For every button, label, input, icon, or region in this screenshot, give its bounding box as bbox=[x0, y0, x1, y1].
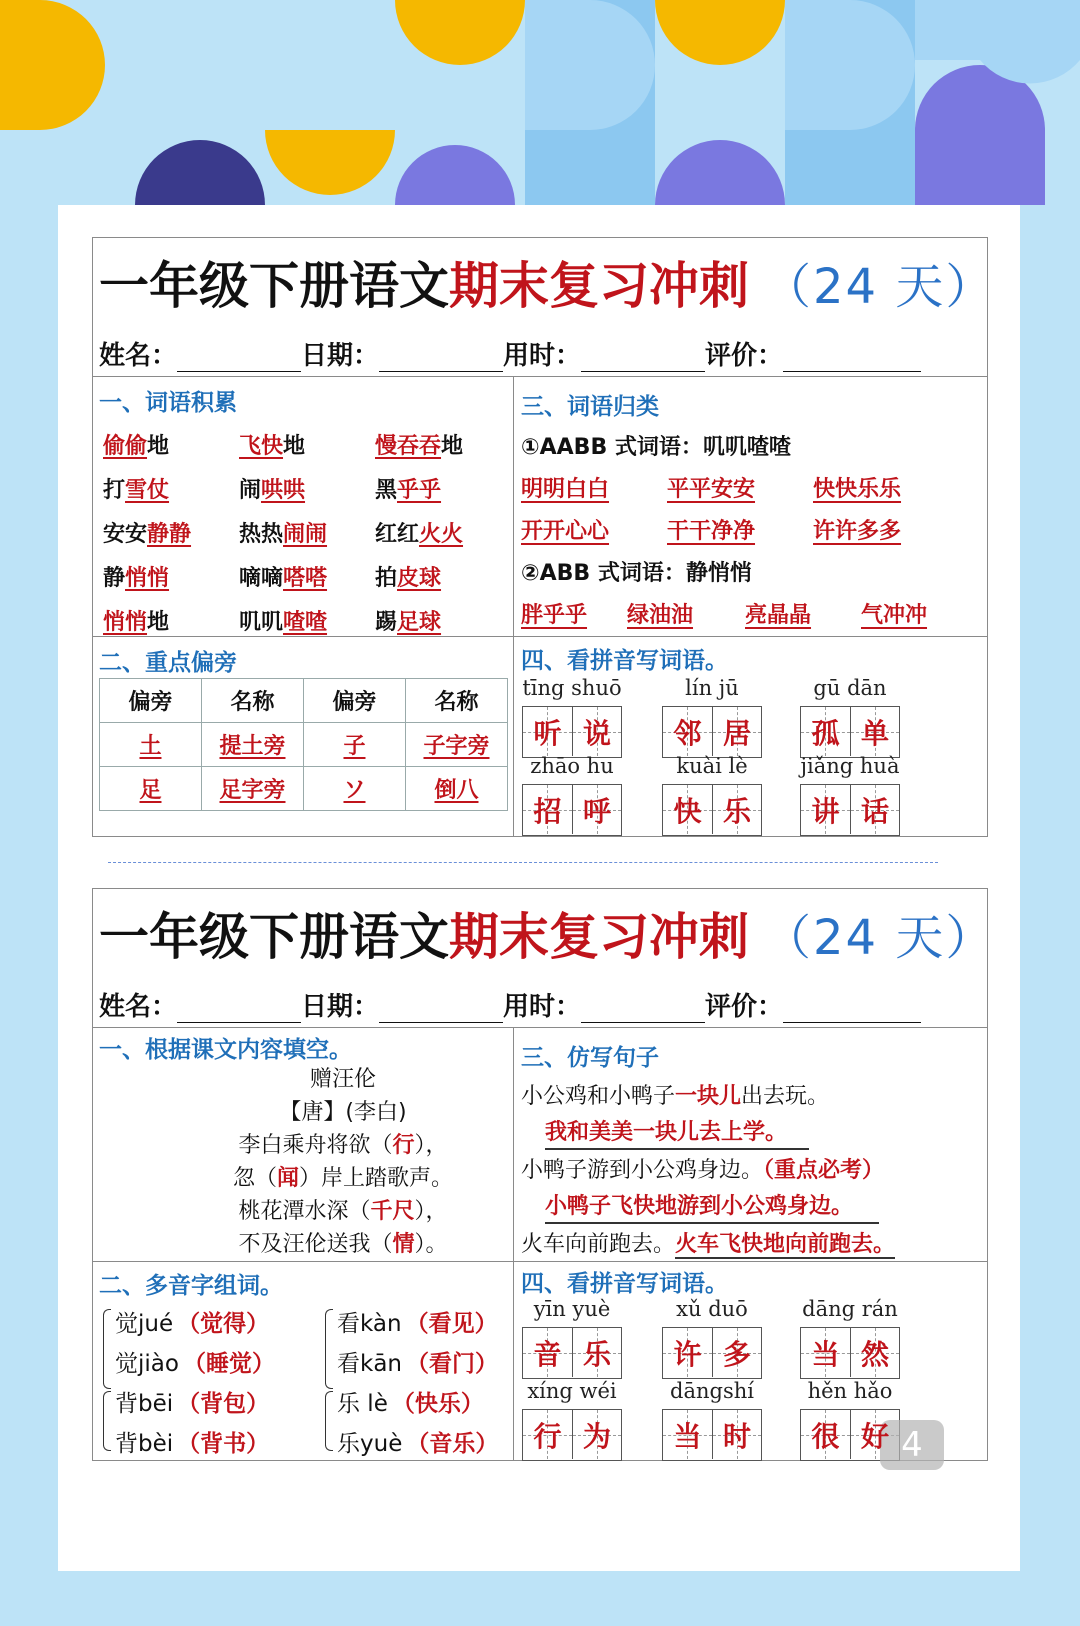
tianzige-boxes[interactable] bbox=[522, 706, 622, 758]
title-days: （24 天） bbox=[763, 909, 996, 966]
worksheet-card-1 bbox=[92, 237, 996, 837]
time-field[interactable] bbox=[581, 995, 705, 1023]
tianzige-boxes[interactable] bbox=[800, 1327, 900, 1379]
character-box bbox=[850, 785, 899, 834]
poem-text: ）， bbox=[414, 1133, 448, 1158]
pinyin-text: tīng shuō bbox=[522, 676, 622, 700]
answer-character: 行 bbox=[533, 1419, 562, 1453]
polyphonic-answer: （背书） bbox=[177, 1430, 270, 1457]
character-box bbox=[663, 785, 712, 834]
word-item bbox=[239, 605, 375, 636]
answer-character: 孤 bbox=[811, 716, 840, 750]
title-red: 期末复习冲刺 bbox=[449, 256, 749, 315]
poem-line bbox=[173, 1063, 513, 1096]
poem-text: ）， bbox=[414, 1199, 448, 1224]
word-part: 嗒嗒 bbox=[283, 565, 328, 591]
pinyin-text: gū dān bbox=[813, 676, 887, 700]
answer-character: 当 bbox=[811, 1337, 840, 1371]
radicals-table bbox=[99, 678, 508, 811]
divider bbox=[93, 1261, 987, 1262]
name-label: 姓名： bbox=[99, 992, 178, 1022]
pinyin-text: kuài lè bbox=[676, 754, 748, 778]
brace bbox=[325, 1391, 333, 1451]
answer-character: 听 bbox=[533, 716, 562, 750]
tianzige-boxes[interactable] bbox=[662, 1409, 762, 1461]
polyphonic-item bbox=[337, 1421, 498, 1461]
time-field[interactable] bbox=[581, 344, 705, 372]
pinyin-word-item bbox=[657, 752, 767, 836]
word-part: 地 bbox=[147, 433, 170, 459]
poem-line bbox=[173, 1162, 513, 1195]
answer-3: 火车飞快地向前跑去。 bbox=[675, 1232, 896, 1257]
poem-text: 【唐】(李白) bbox=[279, 1100, 407, 1125]
time-label: 用时： bbox=[503, 992, 582, 1022]
word-part: 飞快 bbox=[239, 433, 284, 459]
pinyin-word-item bbox=[795, 1295, 905, 1379]
brace bbox=[325, 1309, 333, 1389]
pinyin-text: zhāo hu bbox=[530, 754, 614, 778]
word-item bbox=[103, 473, 239, 504]
aabb-answers-row bbox=[521, 472, 933, 503]
section-title-pinyin-words: 四、看拼音写词语。 bbox=[521, 1271, 728, 1297]
pinyin-word-item bbox=[657, 674, 767, 758]
word-part: 悄悄 bbox=[125, 565, 170, 591]
polyphonic-char: 背bèi bbox=[115, 1430, 174, 1457]
abb-label: ②ABB 式词语：静悄悄 bbox=[521, 561, 752, 586]
abb-answer: 亮晶晶 bbox=[745, 603, 812, 628]
character-box bbox=[712, 1328, 761, 1377]
character-box bbox=[850, 1328, 899, 1377]
polyphonic-item bbox=[337, 1381, 484, 1421]
pinyin-text: xíng wéi bbox=[527, 1379, 617, 1403]
polyphonic-answer: （看门） bbox=[406, 1350, 498, 1377]
answer-character: 音 bbox=[533, 1337, 562, 1371]
abb-answer: 绿油油 bbox=[627, 603, 694, 628]
radical-name-answer: 倒八 bbox=[434, 778, 479, 803]
polyphonic-item bbox=[337, 1301, 498, 1341]
header-cell: 偏旁 bbox=[100, 679, 202, 723]
word-row bbox=[103, 466, 513, 510]
word-row bbox=[103, 554, 513, 598]
pinyin-text: yīn yuè bbox=[533, 1297, 611, 1321]
sentence-text: 小公鸡和小鸭子 bbox=[521, 1084, 676, 1109]
word-item bbox=[239, 429, 375, 460]
word-part: 闹闹 bbox=[283, 521, 328, 547]
word-item bbox=[375, 473, 511, 504]
time-label: 用时： bbox=[503, 341, 582, 371]
character-box bbox=[572, 707, 621, 756]
answer-character: 很 bbox=[811, 1419, 840, 1453]
pinyin-word-item bbox=[795, 752, 905, 836]
tianzige-boxes[interactable] bbox=[522, 784, 622, 836]
title-black: 一年级下册语文 bbox=[99, 256, 449, 315]
word-part: 偷偷 bbox=[103, 433, 148, 459]
header-cell: 名称 bbox=[406, 679, 508, 723]
answer-character: 乐 bbox=[582, 1337, 611, 1371]
tianzige-boxes[interactable] bbox=[522, 1409, 622, 1461]
word-part: 叽叽 bbox=[239, 609, 284, 635]
character-box bbox=[801, 707, 850, 756]
polyphonic-answer: （音乐） bbox=[406, 1430, 499, 1457]
character-box bbox=[572, 1410, 621, 1459]
poem-text: 李白乘舟将欲（ bbox=[238, 1133, 393, 1158]
polyphonic-item bbox=[115, 1301, 269, 1341]
date-field[interactable] bbox=[379, 344, 503, 372]
aabb-answer: 快快乐乐 bbox=[813, 477, 902, 502]
polyphonic-char: 看kàn bbox=[337, 1310, 402, 1337]
abb-answers-row bbox=[521, 598, 951, 629]
aabb-answer: 开开心心 bbox=[521, 519, 610, 544]
character-box bbox=[572, 785, 621, 834]
section-title-fill-in: 一、根据课文内容填空。 bbox=[99, 1037, 352, 1063]
pinyin-text: lín jū bbox=[685, 676, 739, 700]
abb-answer: 气冲冲 bbox=[861, 603, 928, 628]
answer-character: 居 bbox=[722, 716, 751, 750]
word-part: 嘀嘀 bbox=[239, 565, 284, 591]
section-title-pinyin-words: 四、看拼音写词语。 bbox=[521, 648, 728, 674]
column-divider bbox=[513, 1027, 514, 1460]
sentence-text: 火车向前跑去。 bbox=[521, 1232, 676, 1257]
polyphonic-answer: （快乐） bbox=[391, 1390, 484, 1417]
answer-character: 话 bbox=[860, 794, 889, 828]
brace bbox=[103, 1309, 111, 1389]
polyphonic-char: 看kān bbox=[337, 1350, 402, 1377]
answer-character: 多 bbox=[722, 1337, 751, 1371]
worksheet-title bbox=[93, 248, 996, 316]
tianzige-boxes[interactable] bbox=[800, 1409, 900, 1461]
word-part: 足球 bbox=[397, 609, 442, 635]
character-box bbox=[663, 1328, 712, 1377]
aabb-label: ①AABB 式词语：叽叽喳喳 bbox=[521, 435, 791, 460]
sentence-key: 一块儿 bbox=[675, 1084, 742, 1109]
pinyin-text: xǔ duō bbox=[676, 1297, 748, 1321]
pinyin-text: hěn hǎo bbox=[807, 1379, 893, 1403]
aabb-answer: 明明白白 bbox=[521, 477, 610, 502]
brace bbox=[103, 1391, 111, 1451]
poem-text: ）岸上踏歌声。 bbox=[299, 1166, 454, 1191]
word-part: 地 bbox=[441, 433, 464, 459]
table-cell bbox=[100, 767, 202, 811]
sentence-text: 出去玩。 bbox=[741, 1084, 830, 1109]
answer-character: 许 bbox=[673, 1337, 702, 1371]
title-black: 一年级下册语文 bbox=[99, 907, 449, 966]
polyphonic-item bbox=[337, 1341, 498, 1381]
poem-text: 桃花潭水深（ bbox=[238, 1199, 371, 1224]
section-title-radicals: 二、重点偏旁 bbox=[99, 650, 237, 676]
aabb-answers-row bbox=[521, 514, 933, 545]
decorative-header-pattern bbox=[0, 0, 1080, 205]
answer-character: 邻 bbox=[673, 716, 702, 750]
word-part: 打 bbox=[103, 477, 126, 503]
title-days: （24 天） bbox=[763, 258, 996, 315]
word-part: 哄哄 bbox=[261, 477, 306, 503]
poem-line bbox=[173, 1129, 513, 1162]
character-box bbox=[801, 785, 850, 834]
answer-1: 我和美美一块儿去上学。 bbox=[545, 1115, 809, 1150]
word-part: 安安 bbox=[103, 521, 148, 547]
eval-label: 评价： bbox=[705, 992, 784, 1022]
poem-text: 忽（ bbox=[232, 1166, 277, 1191]
key-note: （重点必考） bbox=[763, 1158, 885, 1183]
eval-field[interactable] bbox=[783, 344, 921, 372]
answer-character: 为 bbox=[582, 1419, 611, 1453]
polyphonic-answer: （睡觉） bbox=[182, 1350, 275, 1377]
word-part: 黑 bbox=[375, 477, 398, 503]
radical-answer: ソ bbox=[343, 778, 366, 803]
word-part: 静静 bbox=[147, 521, 192, 547]
word-part: 喳喳 bbox=[283, 609, 328, 635]
polyphonic-char: 背bēi bbox=[115, 1390, 174, 1417]
word-part: 悄悄 bbox=[103, 609, 148, 635]
column-divider bbox=[513, 376, 514, 836]
pinyin-word-item bbox=[657, 1377, 767, 1461]
polyphonic-item bbox=[115, 1341, 275, 1381]
character-box bbox=[712, 1410, 761, 1459]
poem-answer: 千尺 bbox=[370, 1199, 415, 1224]
table-cell bbox=[304, 767, 406, 811]
sentence-3 bbox=[521, 1227, 895, 1258]
polyphonic-answer: （看见） bbox=[405, 1310, 498, 1337]
worksheet-card-2 bbox=[92, 888, 996, 1461]
pinyin-text: dāng rán bbox=[802, 1297, 898, 1321]
character-box bbox=[663, 707, 712, 756]
dashed-divider-arrow bbox=[108, 862, 938, 863]
polyphonic-char: 觉jiào bbox=[115, 1350, 179, 1377]
abb-answer: 胖乎乎 bbox=[521, 603, 588, 628]
polyphonic-char: 觉jué bbox=[115, 1310, 174, 1337]
word-part: 闹 bbox=[239, 477, 262, 503]
word-part: 红红 bbox=[375, 521, 420, 547]
character-box bbox=[712, 785, 761, 834]
word-item bbox=[239, 473, 375, 504]
title-red: 期末复习冲刺 bbox=[449, 907, 749, 966]
character-box bbox=[523, 707, 572, 756]
aabb-answer: 许许多多 bbox=[813, 519, 902, 544]
word-part: 皮球 bbox=[397, 565, 442, 591]
answer-2: 小鸭子飞快地游到小公鸡身边。 bbox=[545, 1189, 879, 1224]
poem-answer: 闻 bbox=[276, 1166, 299, 1191]
poem-text: ）。 bbox=[414, 1232, 448, 1257]
table-cell bbox=[202, 767, 304, 811]
poem-line bbox=[173, 1195, 513, 1228]
worksheet-paper bbox=[58, 205, 1020, 1571]
answer-character: 说 bbox=[582, 716, 611, 750]
answer-character: 讲 bbox=[811, 794, 840, 828]
answer-character: 时 bbox=[722, 1419, 751, 1453]
polyphonic-char: 乐 lè bbox=[337, 1390, 388, 1417]
pinyin-text: dāngshí bbox=[670, 1379, 754, 1403]
tianzige-boxes[interactable] bbox=[662, 784, 762, 836]
answer-character: 单 bbox=[860, 716, 889, 750]
word-part: 地 bbox=[283, 433, 306, 459]
sentence-2 bbox=[521, 1153, 884, 1184]
aabb-answer: 平平安安 bbox=[667, 477, 756, 502]
date-label: 日期： bbox=[301, 341, 380, 371]
character-box bbox=[523, 1328, 572, 1377]
word-item bbox=[103, 429, 239, 460]
word-part: 火火 bbox=[419, 521, 464, 547]
tianzige-boxes[interactable] bbox=[800, 706, 900, 758]
poem-line bbox=[173, 1228, 513, 1261]
pinyin-text: jiǎng huà bbox=[800, 754, 900, 778]
table-cell bbox=[202, 723, 304, 767]
word-part: 地 bbox=[147, 609, 170, 635]
table-cell bbox=[406, 767, 508, 811]
info-row bbox=[99, 987, 983, 1023]
poem-answer: 行 bbox=[392, 1133, 415, 1158]
table-cell bbox=[304, 723, 406, 767]
word-item bbox=[375, 561, 511, 592]
poem-text: 赠汪伦 bbox=[309, 1067, 376, 1092]
worksheet-title bbox=[93, 899, 996, 967]
word-item bbox=[375, 517, 511, 548]
section-title-polyphonic: 二、多音字组词。 bbox=[99, 1273, 283, 1299]
polyphonic-answer: （背包） bbox=[177, 1390, 270, 1417]
answer-character: 乐 bbox=[722, 794, 751, 828]
sentence-1 bbox=[521, 1079, 829, 1110]
radical-name-answer: 足字旁 bbox=[219, 778, 286, 803]
character-box bbox=[850, 707, 899, 756]
name-field[interactable] bbox=[177, 995, 301, 1023]
header-cell: 偏旁 bbox=[304, 679, 406, 723]
aabb-answer: 干干净净 bbox=[667, 519, 756, 544]
word-part: 雪仗 bbox=[125, 477, 170, 503]
character-box bbox=[801, 1328, 850, 1377]
radical-name-answer: 提土旁 bbox=[219, 734, 286, 759]
pinyin-word-item bbox=[517, 1377, 627, 1461]
word-item bbox=[375, 429, 511, 460]
character-box bbox=[572, 1328, 621, 1377]
poem-text: 不及汪伦送我（ bbox=[238, 1232, 393, 1257]
name-field[interactable] bbox=[177, 344, 301, 372]
radical-answer: 足 bbox=[139, 778, 162, 803]
radical-answer: 子 bbox=[343, 734, 366, 759]
word-item bbox=[239, 561, 375, 592]
eval-field[interactable] bbox=[783, 995, 921, 1023]
character-box bbox=[712, 707, 761, 756]
tianzige-boxes[interactable] bbox=[522, 1327, 622, 1379]
polyphonic-item bbox=[115, 1421, 269, 1461]
character-box bbox=[801, 1410, 850, 1459]
polyphonic-item bbox=[115, 1381, 269, 1421]
answer-character: 然 bbox=[860, 1337, 889, 1371]
word-row bbox=[103, 422, 513, 466]
tianzige-boxes[interactable] bbox=[800, 784, 900, 836]
polyphonic-answer: （觉得） bbox=[177, 1310, 270, 1337]
sentence-text: 小鸭子游到小公鸡身边。 bbox=[521, 1158, 764, 1183]
poem-line bbox=[173, 1096, 513, 1129]
character-box bbox=[523, 1410, 572, 1459]
word-part: 热热 bbox=[239, 521, 284, 547]
table-cell bbox=[406, 723, 508, 767]
section-title-word-accumulation: 一、词语积累 bbox=[99, 390, 237, 416]
section-title-word-classification: 三、词语归类 bbox=[521, 394, 659, 420]
character-box bbox=[523, 785, 572, 834]
word-part: 拍 bbox=[375, 565, 398, 591]
answer-character: 招 bbox=[533, 794, 562, 828]
eval-label: 评价： bbox=[705, 341, 784, 371]
header-cell: 名称 bbox=[202, 679, 304, 723]
pinyin-word-item bbox=[657, 1295, 767, 1379]
pinyin-word-item bbox=[517, 1295, 627, 1379]
name-label: 姓名： bbox=[99, 341, 178, 371]
word-part: 静 bbox=[103, 565, 126, 591]
table-cell bbox=[100, 723, 202, 767]
date-label: 日期： bbox=[301, 992, 380, 1022]
pinyin-word-item bbox=[795, 1377, 905, 1461]
word-part: 踢 bbox=[375, 609, 398, 635]
word-item bbox=[103, 517, 239, 548]
pinyin-word-item bbox=[517, 674, 627, 758]
pinyin-word-item bbox=[517, 752, 627, 836]
word-part: 慢吞吞 bbox=[375, 433, 442, 459]
answer-character: 好 bbox=[860, 1419, 889, 1453]
polyphonic-char: 乐yuè bbox=[337, 1430, 403, 1457]
answer-character: 当 bbox=[673, 1419, 702, 1453]
word-row bbox=[103, 510, 513, 554]
tianzige-boxes[interactable] bbox=[662, 1327, 762, 1379]
poem-answer: 情 bbox=[392, 1232, 415, 1257]
word-accumulation-grid bbox=[103, 422, 513, 642]
word-item bbox=[375, 605, 511, 636]
divider bbox=[93, 1027, 987, 1028]
section-title-imitate-sentences: 三、仿写句子 bbox=[521, 1045, 659, 1071]
word-item bbox=[239, 517, 375, 548]
word-part: 乎乎 bbox=[397, 477, 442, 503]
radical-answer: 土 bbox=[139, 734, 162, 759]
date-field[interactable] bbox=[379, 995, 503, 1023]
word-item bbox=[103, 605, 239, 636]
answer-character: 快 bbox=[673, 794, 702, 828]
answer-character: 呼 bbox=[582, 794, 611, 828]
divider bbox=[93, 376, 987, 377]
word-row bbox=[103, 598, 513, 642]
character-box bbox=[663, 1410, 712, 1459]
radical-name-answer: 子字旁 bbox=[423, 734, 490, 759]
page-number-badge: 4 bbox=[880, 1420, 944, 1470]
info-row bbox=[99, 336, 983, 372]
pinyin-word-item bbox=[795, 674, 905, 758]
tianzige-boxes[interactable] bbox=[662, 706, 762, 758]
poem-block bbox=[173, 1063, 513, 1261]
word-item bbox=[103, 561, 239, 592]
